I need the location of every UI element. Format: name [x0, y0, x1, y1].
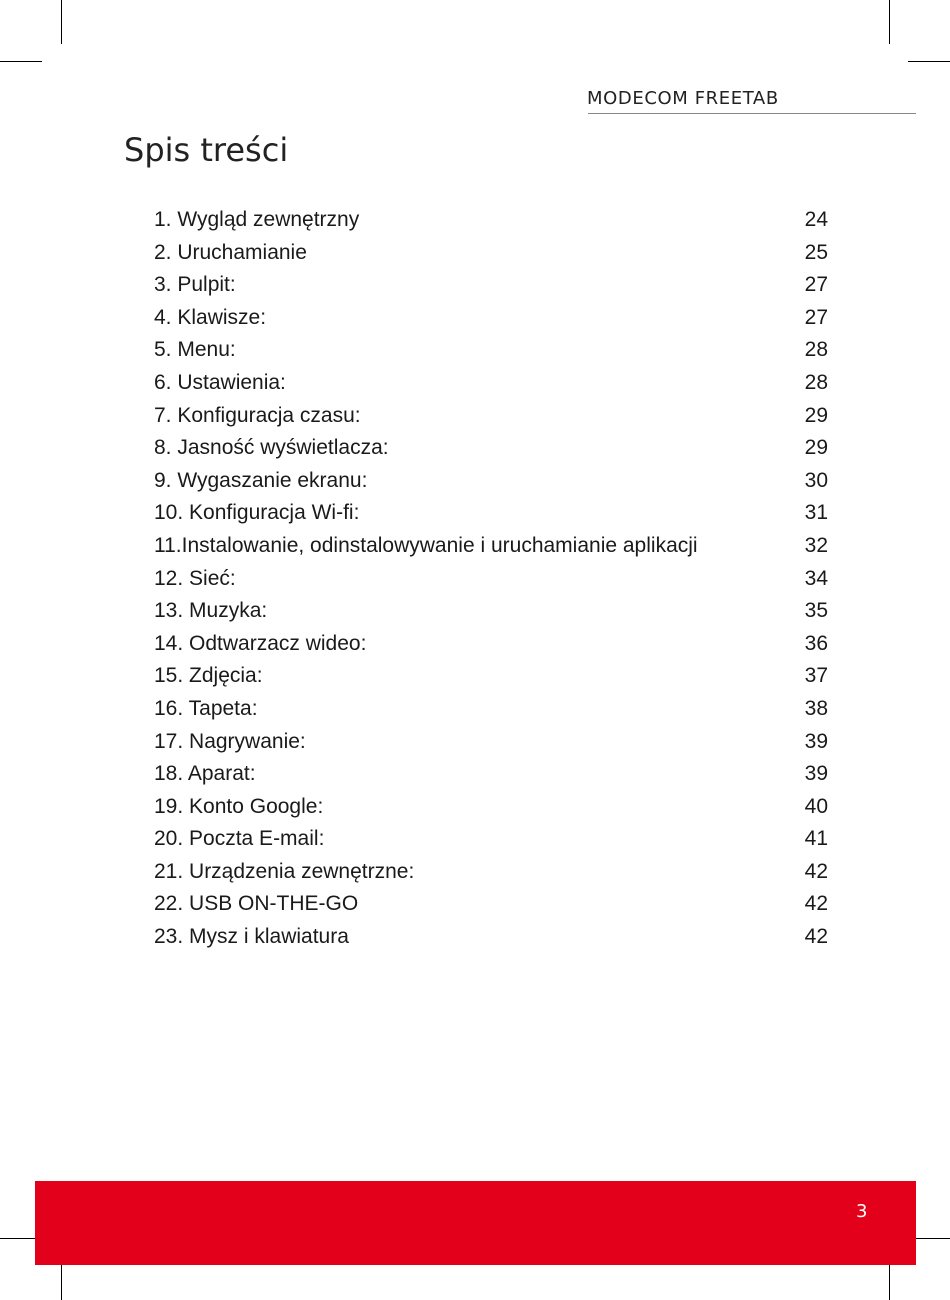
toc-entry-page: 30	[804, 468, 828, 492]
toc-entry-page: 42	[804, 859, 828, 883]
toc-entry-title: 5. Menu:	[154, 338, 236, 362]
toc-entry-title: 17. Nagrywanie:	[154, 729, 306, 753]
toc-entry	[154, 823, 828, 856]
toc-entry-page: 24	[804, 208, 828, 231]
toc-entry	[154, 302, 828, 335]
crop-mark-top-left-vertical	[61, 0, 62, 44]
toc-entry-title: 19. Konto Google:	[154, 794, 324, 818]
header-divider	[588, 113, 916, 114]
toc-entry-page: 28	[804, 338, 828, 362]
toc-entry-title: 22. USB ON-THE-GO	[154, 892, 359, 916]
toc-entry-page: 29	[804, 403, 828, 427]
toc-entry-page: 31	[804, 501, 828, 525]
toc-entry-page: 40	[804, 794, 828, 818]
toc-entry	[154, 269, 828, 302]
toc-entry-page: 36	[804, 631, 828, 655]
toc-entry-title: 18. Aparat:	[154, 762, 256, 786]
toc-entry-title: 21. Urządzenia zewnętrzne:	[154, 859, 415, 883]
toc-entry-title: 23. Mysz i klawiatura	[154, 925, 349, 949]
toc-entry	[154, 888, 828, 921]
toc-entry-page: 42	[804, 892, 828, 916]
toc-entry-page: 27	[804, 305, 828, 329]
toc-entry-title: 12. Sieć:	[154, 566, 236, 590]
toc-entry	[154, 693, 828, 726]
toc-entry	[154, 367, 828, 400]
page-number: 3	[856, 1201, 868, 1222]
toc-entry-title: 11.Instalowanie, odinstalowywanie i uruchamianie aplikacji	[154, 533, 698, 557]
toc-entry-title: 1. Wygląd zewnętrzny	[154, 208, 360, 231]
crop-mark-top-right-horizontal	[908, 61, 950, 62]
toc-entry-page: 32	[804, 533, 828, 557]
toc-entry	[154, 758, 828, 791]
toc-entry-title: 6. Ustawienia:	[154, 370, 286, 394]
toc-entry-title: 20. Poczta E-mail:	[154, 827, 325, 851]
toc-entry-title: 4. Klawisze:	[154, 305, 267, 329]
toc-entry	[154, 400, 828, 433]
toc-entry-page: 27	[804, 273, 828, 297]
toc-entry-page: 38	[804, 696, 828, 720]
toc-entry-title: 3. Pulpit:	[154, 273, 236, 297]
table-of-contents	[154, 204, 828, 954]
toc-entry-title: 15. Zdjęcia:	[154, 664, 263, 688]
toc-entry-page: 41	[804, 827, 828, 851]
toc-entry	[154, 497, 828, 530]
toc-entry-title: 16. Tapeta:	[154, 696, 258, 720]
toc-entry	[154, 465, 828, 498]
toc-entry	[154, 334, 828, 367]
toc-entry	[154, 726, 828, 759]
toc-entry-title: 9. Wygaszanie ekranu:	[154, 468, 368, 492]
toc-entry-page: 39	[804, 762, 828, 786]
header-brand: MODECOM FREETAB	[587, 88, 779, 109]
toc-entry-page: 35	[804, 599, 828, 623]
toc-entry	[154, 660, 828, 693]
toc-entry	[154, 791, 828, 824]
toc-entry-title: 2. Uruchamianie	[154, 240, 307, 264]
toc-entry-page: 29	[804, 436, 828, 460]
toc-entry-page: 25	[804, 240, 828, 264]
toc-entry	[154, 530, 828, 563]
footer-bar	[35, 1181, 916, 1265]
toc-entry-title: 13. Muzyka:	[154, 599, 268, 623]
toc-entry	[154, 204, 828, 237]
toc-entry	[154, 628, 828, 661]
toc-entry	[154, 563, 828, 596]
toc-entry	[154, 921, 828, 954]
crop-mark-top-left-horizontal	[0, 61, 42, 62]
toc-entry-page: 42	[804, 925, 828, 949]
toc-entry-page: 37	[804, 664, 828, 688]
toc-entry	[154, 432, 828, 465]
toc-entry-page: 28	[804, 370, 828, 394]
toc-entry-title: 7. Konfiguracja czasu:	[154, 403, 361, 427]
toc-entry	[154, 237, 828, 270]
toc-entry-title: 10. Konfiguracja Wi-fi:	[154, 501, 360, 525]
page-title: Spis treści	[124, 131, 289, 169]
toc-entry	[154, 595, 828, 628]
crop-mark-top-right-vertical	[889, 0, 890, 44]
toc-entry-page: 34	[804, 566, 828, 590]
toc-entry-title: 8. Jasność wyświetlacza:	[154, 436, 389, 460]
toc-entry-page: 39	[804, 729, 828, 753]
toc-entry	[154, 856, 828, 889]
toc-entry-title: 14. Odtwarzacz wideo:	[154, 631, 367, 655]
